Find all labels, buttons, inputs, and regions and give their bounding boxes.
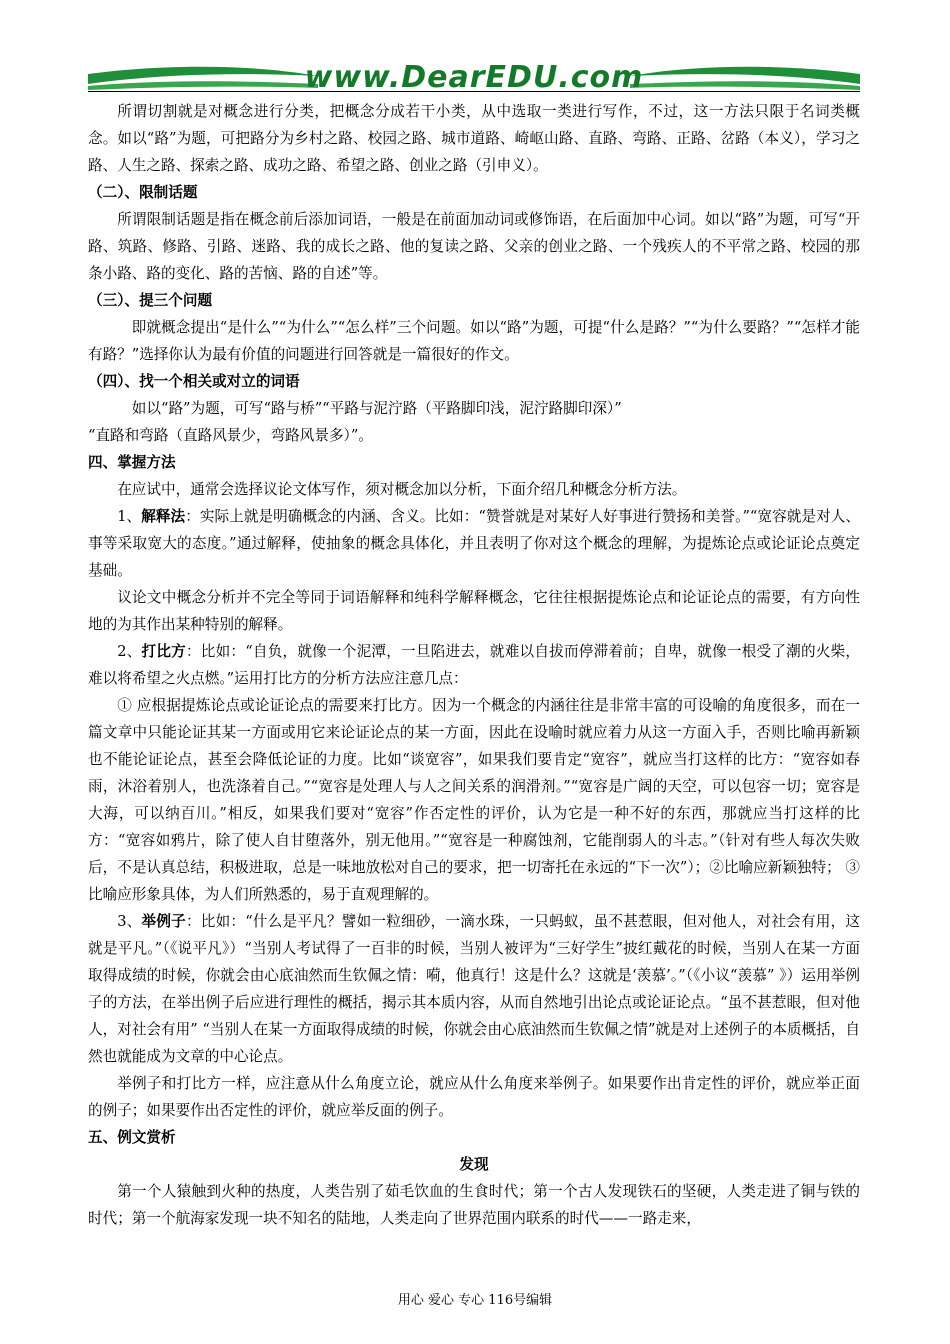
paragraph: ① 应根据提炼论点或论证论点的需要来打比方。因为一个概念的内涵往往是非常丰富的可设喻的角度很多，而在一篇文章中只能论证其某一方面或用它来论证论点的某一方面，因此在设喻时就应着力从这一方面入手，否则比喻再新颖也不能论证论点，甚至会降低论证的力度。比如“谈宽容”，如果我们要肯定“宽容”，就应当打这样的比方：“宽容如春雨，沐浴着别人，也洗涤着自己。”“宽容是处理人与人之间关系的润滑剂。”“宽容是广阔的天空，可以包容一切；宽容是大海，可以纳百川。”相反，如果我们要对“宽容”作否定性的评价，认为它是一种不好的东西，那就应当打这样的比方：“宽容如鸦片，除了使人自甘堕落外，别无他用。”“宽容是一种腐蚀剂，它能削弱人的斗志。”（针对有些人每次失败后，不是认真总结，积极进取，总是一味地放松对自己的要求，把一切寄托在永远的“下一次”）；②比喻应新颖独特； ③比喻应形象具体，为人们所熟悉的，易于直观理解的。 [88, 697, 860, 903]
document-body [88, 98, 860, 1232]
paragraph: 所谓限制话题是指在概念前后添加词语，一般是在前面加动词或修饰语，在后面加中心词。如以“路”为题，可写“开路、筑路、修路、引路、迷路、我的成长之路、他的复读之路、父亲的创业之路、一个残疾人的不平常之路、校园的那条小路、路的变化、路的苦恼、路的自述”等。 [88, 211, 860, 282]
method-text: ：实际上就是明确概念的内涵、含义。比如：“赞誉就是对某好人好事进行赞扬和美誉。”“宽容就是对人、事等采取宽大的态度。”通过解释，使抽象的概念具体化，并且表明了你对这个概念的理解，为提炼论点或论证论点奠定基础。 [88, 508, 860, 579]
method-keyword: 举例子 [141, 913, 186, 930]
paragraph: 第一个人猿触到火种的热度，人类告别了茹毛饮血的生食时代；第一个古人发现铁石的坚硬，人类走进了铜与铁的时代；第一个航海家发现一块不知名的陆地，人类走向了世界范围内联系的时代——一路走来， [88, 1183, 860, 1227]
method-number: 2、 [117, 643, 142, 660]
page-footer: 用心 爱心 专心 116号编辑 [397, 1293, 553, 1308]
site-header [88, 58, 860, 102]
method-number: 1、 [117, 508, 142, 525]
section-heading: （四）、找一个相关或对立的词语 [88, 373, 300, 390]
method-paragraph [88, 638, 860, 692]
method-paragraph [88, 908, 860, 1070]
method-keyword: 解释法 [141, 508, 186, 525]
paragraph: 议论文中概念分析并不完全等同于词语解释和纯科学解释概念，它往往根据提炼论点和论证论点的需要，有方向性地的为其作出某种特别的解释。 [88, 589, 860, 633]
paragraph: 所谓切割就是对概念进行分类，把概念分成若干小类，从中选取一类进行写作，不过，这一方法只限于名词类概念。如以“路”为题，可把路分为乡村之路、校园之路、城市道路、崎岖山路、直路、弯路、正路、岔路（本义），学习之路、人生之路、探索之路、成功之路、希望之路、创业之路（引申义）。 [88, 103, 860, 174]
essay-title: 发现 [459, 1156, 489, 1173]
site-brand[interactable]: www.DearEDU.com [304, 60, 644, 95]
paragraph: 在应试中，通常会选择议论文体写作，须对概念加以分析，下面介绍几种概念分析方法。 [117, 481, 687, 498]
paragraph: “直路和弯路（直路风景少，弯路风景多）”。 [88, 427, 373, 444]
method-text: ：比如：“什么是平凡？譬如一粒细砂，一滴水珠，一只蚂蚁，虽不甚惹眼，但对他人，对社会有用，这就是平凡。”（《说平凡》）“当别人考试得了一百非的时候，当别人被评为“三好学生”披红戴花的时候，当别人在某一方面取得成绩的时候，你就会由心底油然而生钦佩之情：嗬，他真行！这是什么？这就是‘羡慕’。”（《小议“羡慕” 》）运用举例子的方法，在举出例子后应进行理性的概括，揭示其本质内容，从而自然地引出论点或论证论点。“虽不甚惹眼，但对他人，对社会有用” “当别人在某一方面取得成绩的时候，你就会由心底油然而生钦佩之情”就是对上述例子的本质概括，自然也就能成为文章的中心论点。 [88, 913, 860, 1065]
paragraph: 举例子和打比方一样，应注意从什么角度立论，就应从什么角度来举例子。如果要作出肯定性的评价，就应举正面的例子；如果要作出否定性的评价，就应举反面的例子。 [88, 1075, 860, 1119]
section-heading: （二）、限制话题 [88, 184, 198, 201]
header-divider [88, 91, 860, 92]
section-heading: 四、掌握方法 [88, 454, 176, 471]
method-paragraph [88, 503, 860, 584]
paragraph: 即就概念提出“是什么”“为什么”“怎么样”三个问题。如以“路”为题，可提“什么是路？”“为什么要路？”“怎样才能有路？”选择你认为最有价值的问题进行回答就是一篇很好的作文。 [88, 319, 860, 363]
method-text: ：比如：“自负，就像一个泥潭，一旦陷进去，就难以自拔而停滞着前；自卑，就像一根受了潮的火柴，难以将希望之火点燃。”运用打比方的分析方法应注意几点： [88, 643, 860, 687]
paragraph: 如以“路”为题，可写“路与桥”“平路与泥泞路（平路脚印浅，泥泞路脚印深）” [131, 400, 622, 417]
section-heading: （三）、提三个问题 [88, 292, 213, 309]
section-heading: 五、例文赏析 [88, 1129, 176, 1146]
method-number: 3、 [117, 913, 142, 930]
method-keyword: 打比方 [141, 643, 186, 660]
